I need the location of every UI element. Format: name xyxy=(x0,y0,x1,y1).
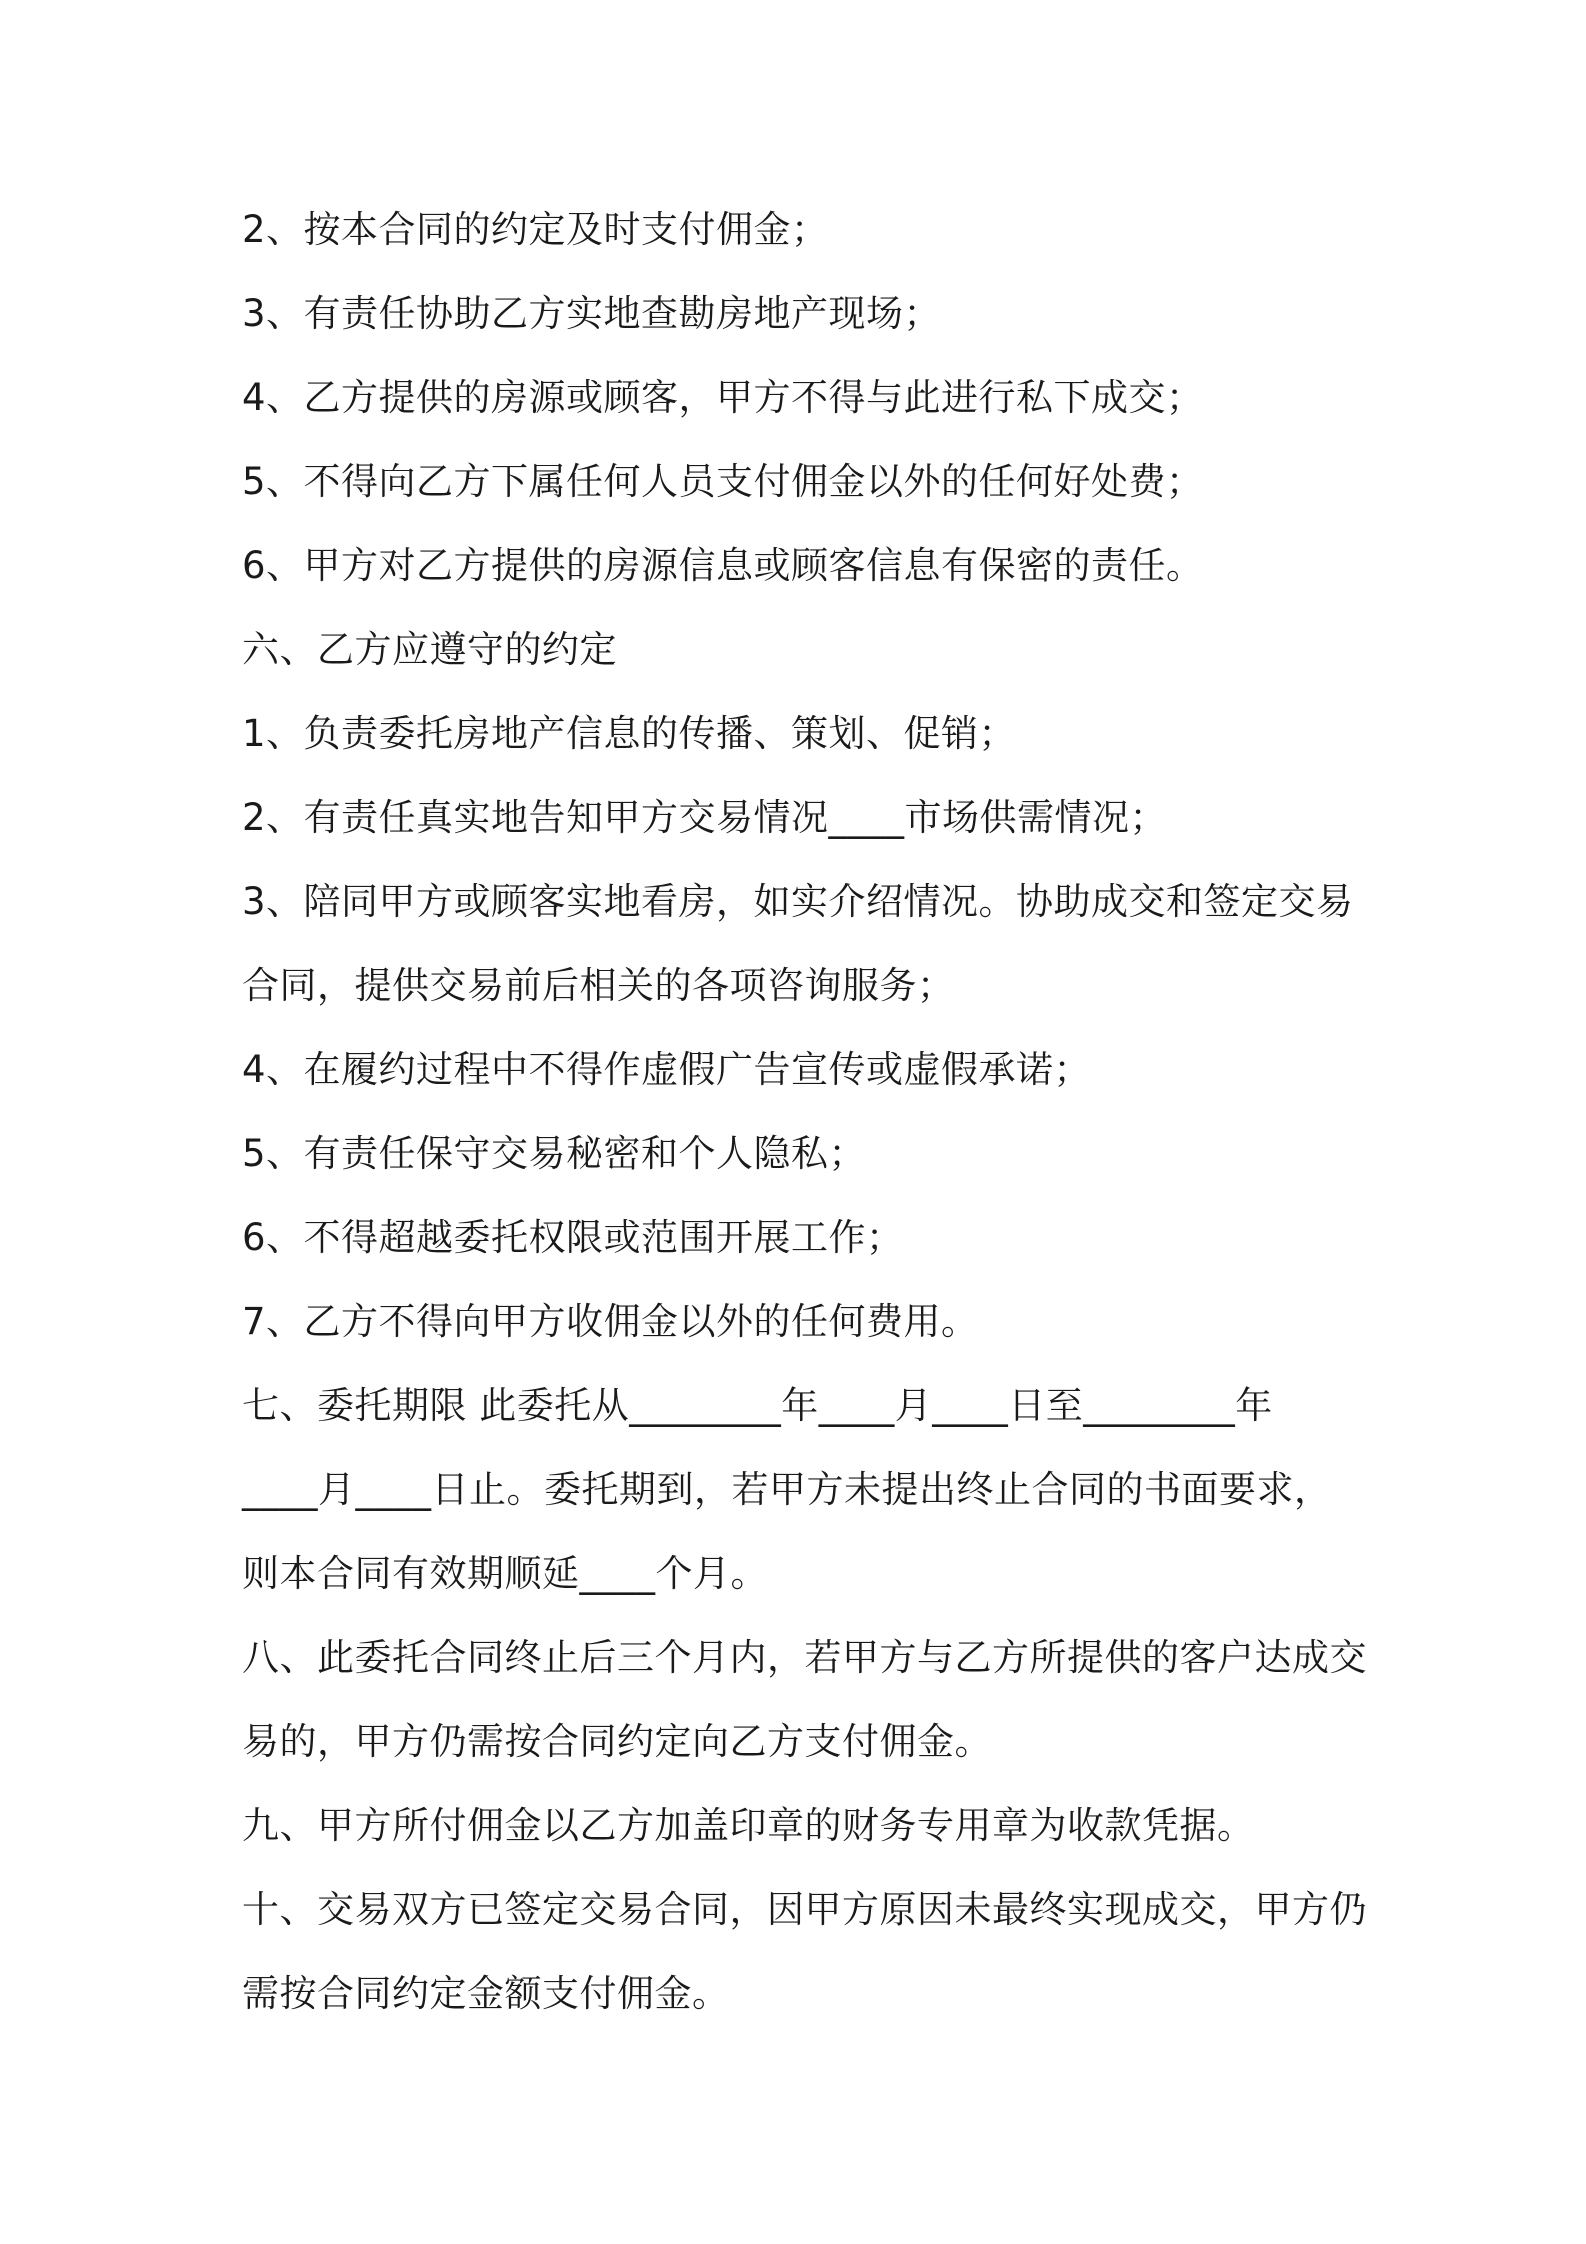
clause-line: 4、在履约过程中不得作虚假广告宣传或虚假承诺； xyxy=(242,1048,1092,1091)
section-heading: 七、委托期限 此委托从________年____月____日至________年 xyxy=(242,1384,1273,1427)
section-heading: 十、交易双方已签定交易合同，因甲方原因未最终实现成交，甲方仍 xyxy=(242,1888,1367,1931)
clause-line: 6、不得超越委托权限或范围开展工作； xyxy=(242,1216,904,1259)
clause-line: ____月____日止。委托期到，若甲方未提出终止合同的书面要求， xyxy=(242,1468,1332,1511)
clause-line: 2、有责任真实地告知甲方交易情况____市场供需情况； xyxy=(242,796,1168,839)
clause-line: 7、乙方不得向甲方收佣金以外的任何费用。 xyxy=(242,1300,979,1343)
clause-line: 则本合同有效期顺延____个月。 xyxy=(242,1552,768,1595)
clause-line: 4、乙方提供的房源或顾客，甲方不得与此进行私下成交； xyxy=(242,376,1204,419)
clause-line: 2、按本合同的约定及时支付佣金； xyxy=(242,208,829,251)
clause-line: 3、有责任协助乙方实地查勘房地产现场； xyxy=(242,292,942,335)
clause-line: 易的，甲方仍需按合同约定向乙方支付佣金。 xyxy=(242,1720,992,1763)
clause-line: 1、负责委托房地产信息的传播、策划、促销； xyxy=(242,712,1017,755)
section-heading: 八、此委托合同终止后三个月内，若甲方与乙方所提供的客户达成交 xyxy=(242,1636,1367,1679)
section-heading: 九、甲方所付佣金以乙方加盖印章的财务专用章为收款凭据。 xyxy=(242,1804,1255,1847)
clause-line: 5、不得向乙方下属任何人员支付佣金以外的任何好处费； xyxy=(242,460,1204,503)
section-heading: 六、乙方应遵守的约定 xyxy=(242,628,617,671)
clause-line: 需按合同约定金额支付佣金。 xyxy=(242,1972,730,2015)
clause-line: 合同，提供交易前后相关的各项咨询服务； xyxy=(242,964,955,1007)
clause-line: 3、陪同甲方或顾客实地看房，如实介绍情况。协助成交和签定交易 xyxy=(242,880,1354,923)
document-body xyxy=(242,200,1367,2048)
clause-line: 5、有责任保守交易秘密和个人隐私； xyxy=(242,1132,867,1175)
clause-line: 6、甲方对乙方提供的房源信息或顾客信息有保密的责任。 xyxy=(242,544,1204,587)
